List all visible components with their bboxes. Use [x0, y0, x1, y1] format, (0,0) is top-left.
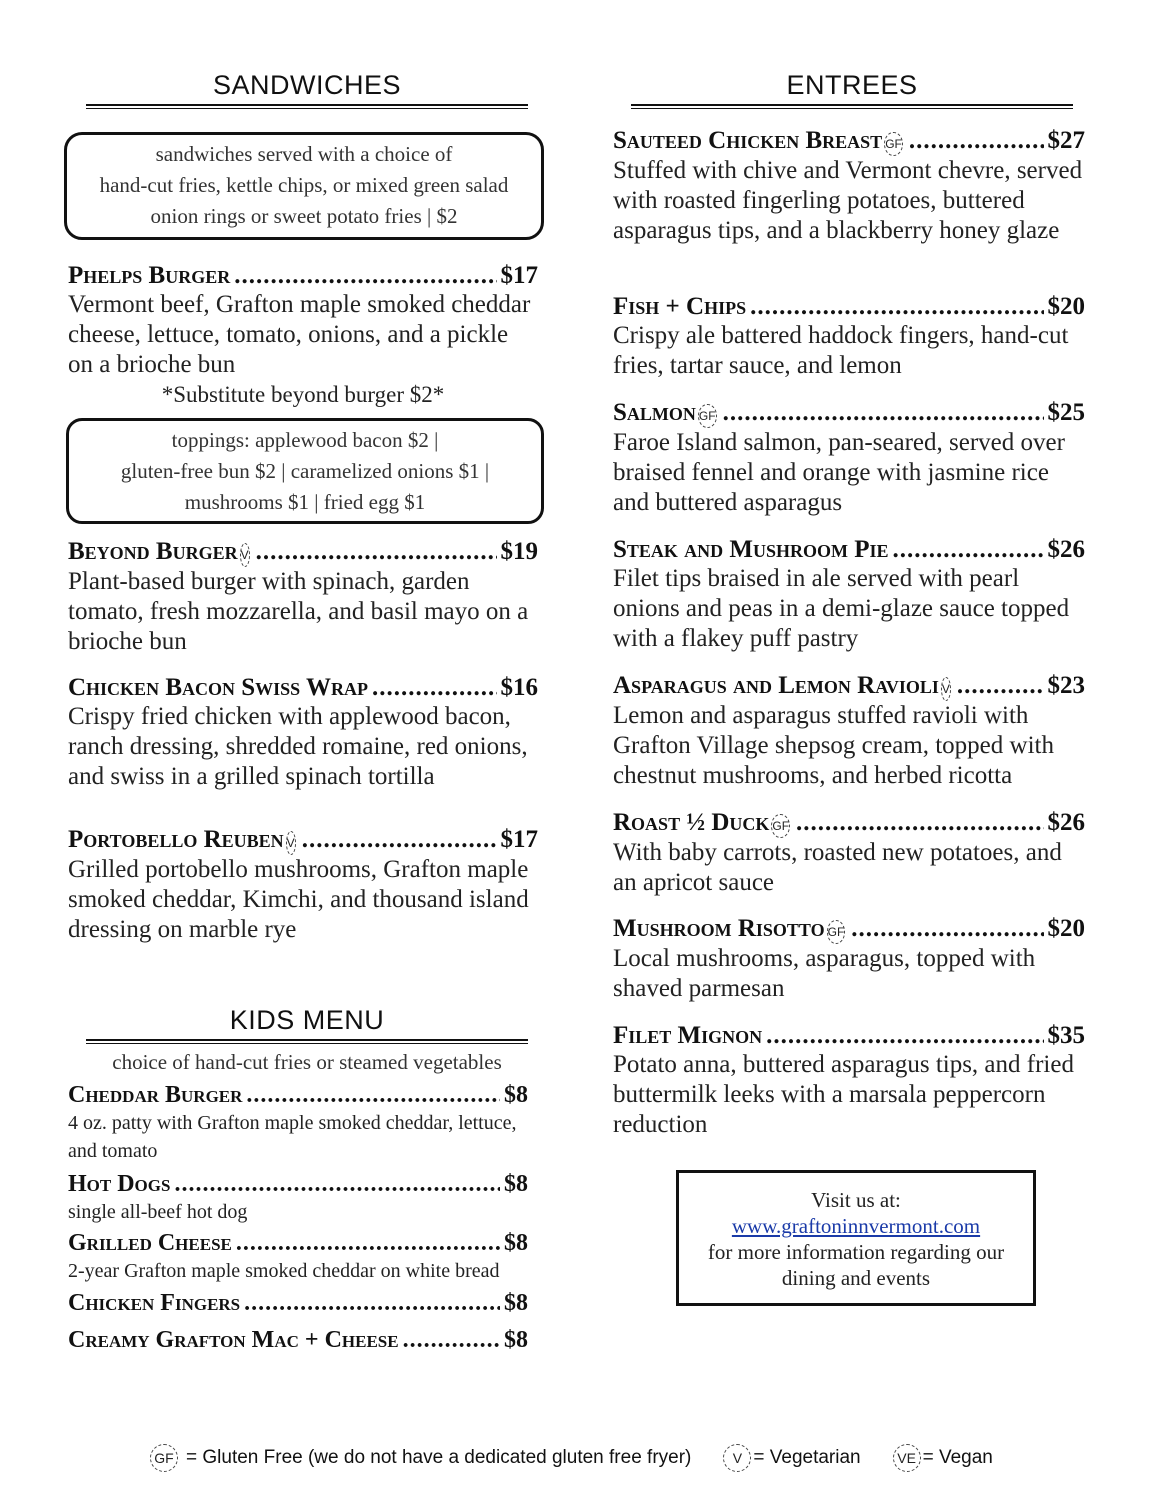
sides-info-line: sandwiches served with a choice of [155, 142, 453, 166]
item-name: Chicken Bacon Swiss Wrap [68, 674, 368, 701]
toppings-line: toppings: applewood bacon $2 | [171, 428, 439, 452]
entree-roast-half-duck [613, 809, 1085, 898]
sides-info-line: onion rings or sweet potato fries | $2 [150, 204, 458, 228]
dot-leader [372, 674, 497, 702]
item-price: $20 [1047, 293, 1085, 320]
item-description: Vermont beef, Grafton maple smoked cheddar cheese, lettuce, tomato, onions, and a pickle on a brioche bun [68, 291, 531, 378]
toppings-line: mushrooms $1 | fried egg $1 [184, 490, 426, 514]
kids-item-mac-and-cheese [68, 1327, 528, 1354]
visit-text: for more information regarding our [707, 1240, 1005, 1264]
dot-leader [246, 1082, 500, 1109]
dot-leader [893, 536, 1044, 564]
dot-leader [302, 826, 497, 854]
dot-leader [256, 538, 497, 566]
item-description: Lemon and asparagus stuffed ravioli with Grafton Village shepsog cream, topped with chestnut mushrooms, and herbed ricotta [613, 702, 1054, 789]
entree-asparagus-lemon-ravioli [613, 672, 1085, 791]
item-name: Sauteed Chicken Breast [613, 127, 883, 154]
item-description: 2-year Grafton maple smoked cheddar on white bread [68, 1260, 500, 1282]
sides-info-box [64, 132, 544, 240]
kids-menu-rule [86, 1039, 528, 1044]
item-price: $26 [1047, 809, 1085, 836]
item-description: Crispy ale battered haddock fingers, hand-cut fries, tartar sauce, and lemon [613, 322, 1069, 379]
gluten-free-icon: GF [827, 920, 846, 944]
visit-us-box [676, 1170, 1036, 1306]
toppings-box [66, 418, 544, 524]
dot-leader [244, 1290, 500, 1317]
item-name: Phelps Burger [68, 262, 231, 289]
menu-item-beyond-burger [68, 538, 538, 657]
item-name: Filet Mignon [613, 1022, 763, 1049]
item-name: Roast ½ Duck [613, 809, 770, 836]
kids-item-hot-dogs [68, 1171, 528, 1226]
sandwiches-title: SANDWICHES [212, 70, 401, 100]
item-description: Local mushrooms, asparagus, topped with shaved parmesan [613, 945, 1036, 1002]
item-name: Salmon [613, 399, 696, 426]
item-price: $17 [500, 262, 538, 289]
item-name: Fish + Chips [613, 293, 747, 320]
item-name: Steak and Mushroom Pie [613, 536, 889, 563]
vegan-icon: VE [893, 1444, 921, 1472]
item-description: 4 oz. patty with Grafton maple smoked cheddar, lettuce, and tomato [68, 1112, 517, 1162]
item-price: $8 [504, 1082, 528, 1108]
vegetarian-icon: V [286, 831, 296, 855]
kids-item-chicken-fingers [68, 1290, 528, 1317]
entrees-title: ENTREES [786, 70, 918, 100]
gluten-free-icon: GF [150, 1444, 178, 1472]
dietary-legend [148, 1444, 1048, 1472]
sides-info-line: hand-cut fries, kettle chips, or mixed green salad [99, 173, 509, 197]
item-name: Portobello Reuben [68, 826, 284, 853]
item-description: Faroe Island salmon, pan-seared, served over braised fennel and orange with jasmine rice and buttered asparagus [613, 429, 1065, 516]
dot-leader [723, 399, 1044, 427]
item-name: Chicken Fingers [68, 1290, 241, 1316]
dot-leader [750, 293, 1043, 321]
gluten-free-icon: GF [698, 404, 717, 428]
dot-leader [957, 672, 1044, 700]
dot-leader [403, 1327, 500, 1354]
item-name: Asparagus and Lemon Ravioli [613, 672, 939, 699]
dot-leader [909, 127, 1044, 155]
kids-item-cheddar-burger [68, 1082, 528, 1165]
item-price: $27 [1047, 127, 1085, 154]
vegetarian-icon: V [240, 543, 250, 567]
item-name: Mushroom Risotto [613, 915, 825, 942]
vegetarian-icon: V [941, 677, 951, 701]
dot-leader [851, 915, 1043, 943]
entree-fish-and-chips [613, 293, 1085, 381]
item-price: $8 [504, 1230, 528, 1256]
dot-leader [796, 809, 1043, 837]
item-name: Cheddar Burger [68, 1082, 243, 1108]
item-price: $8 [504, 1290, 528, 1316]
item-price: $8 [504, 1171, 528, 1197]
legend-vegan-text: = Vegan [922, 1447, 993, 1468]
item-price: $8 [504, 1327, 528, 1353]
item-price: $26 [1047, 536, 1085, 563]
item-price: $17 [500, 826, 538, 853]
menu-item-phelps-burger [68, 262, 538, 410]
entree-steak-and-mushroom-pie [613, 536, 1085, 654]
menu-item-chicken-bacon-swiss-wrap [68, 674, 538, 792]
legend-gluten-free-text: = Gluten Free (we do not have a dedicated gluten free fryer) [186, 1447, 692, 1468]
entree-mushroom-risotto [613, 915, 1085, 1004]
gluten-free-icon: GF [771, 814, 790, 838]
entrees-rule [631, 104, 1073, 109]
item-name: Beyond Burger [68, 538, 238, 565]
item-description: With baby carrots, roasted new potatoes, and an apricot sauce [613, 839, 1062, 896]
kids-menu-title: KIDS MENU [229, 1005, 385, 1035]
item-name: Creamy Grafton Mac + Cheese [68, 1327, 399, 1353]
vegetarian-icon: V [723, 1444, 751, 1472]
item-price: $35 [1047, 1022, 1085, 1049]
entree-filet-mignon [613, 1022, 1085, 1140]
item-description: Stuffed with chive and Vermont chevre, served with roasted fingerling potatoes, buttered asparagus tips, and a blackberry honey glaze [613, 157, 1083, 244]
sandwiches-rule [86, 104, 528, 109]
visit-heading: Visit us at: [811, 1188, 901, 1212]
entree-sauteed-chicken-breast [613, 127, 1085, 246]
item-description: Filet tips braised in ale served with pearl onions and peas in a demi-glaze sauce topped with a flakey puff pastry [613, 565, 1070, 652]
kids-menu-subtitle: choice of hand-cut fries or steamed vegetables [112, 1050, 502, 1074]
item-price: $19 [500, 538, 538, 565]
dot-leader [766, 1022, 1043, 1050]
legend-vegetarian-text: = Vegetarian [753, 1447, 861, 1468]
dot-leader [234, 262, 496, 290]
item-description: Grilled portobello mushrooms, Grafton maple smoked cheddar, Kimchi, and thousand island dressing on marble rye [68, 856, 529, 943]
item-description: Plant-based burger with spinach, garden tomato, fresh mozzarella, and basil mayo on a brioche bun [68, 568, 529, 655]
entree-salmon [613, 399, 1085, 518]
dot-leader [236, 1230, 500, 1257]
item-description: Crispy fried chicken with applewood bacon, ranch dressing, shredded romaine, red onions, and swiss in a grilled spinach tortilla [68, 703, 528, 790]
dot-leader [174, 1171, 500, 1198]
item-description: single all-beef hot dog [68, 1201, 248, 1223]
toppings-line: gluten-free bun $2 | caramelized onions $1 | [120, 459, 490, 483]
website-link[interactable]: www.graftoninnvermont.com [731, 1214, 981, 1238]
item-description: Potato anna, buttered asparagus tips, and fried buttermilk leeks with a marsala peppercorn reduction [613, 1051, 1074, 1138]
gluten-free-icon: GF [884, 132, 903, 156]
item-name: Hot Dogs [68, 1171, 171, 1197]
item-name: Grilled Cheese [68, 1230, 232, 1256]
item-price: $20 [1047, 915, 1085, 942]
item-price: $16 [500, 674, 538, 701]
item-price: $23 [1047, 672, 1085, 699]
menu-item-portobello-reuben [68, 826, 538, 945]
item-note: *Substitute beyond burger $2* [161, 382, 445, 407]
kids-item-grilled-cheese [68, 1230, 528, 1285]
visit-text: dining and events [781, 1266, 931, 1290]
item-price: $25 [1047, 399, 1085, 426]
